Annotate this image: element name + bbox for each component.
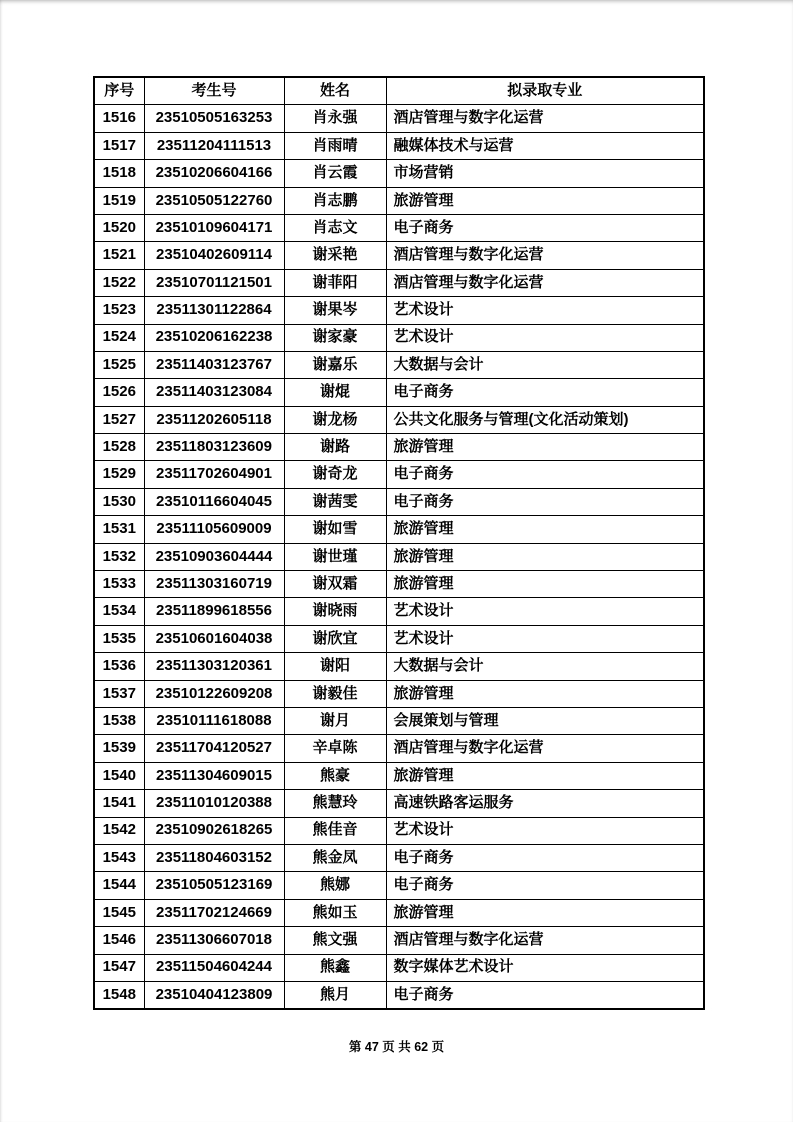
major-cell: 酒店管理与数字化运营 [386,735,704,762]
seq-cell: 1527 [94,406,144,433]
seq-cell: 1548 [94,981,144,1009]
major-cell: 电子商务 [386,844,704,871]
major-cell: 酒店管理与数字化运营 [386,242,704,269]
seq-cell: 1526 [94,379,144,406]
name-cell: 熊如玉 [284,899,386,926]
candidate-no-cell: 23510109604171 [144,214,284,241]
table-row [94,899,704,926]
header-name: 姓名 [284,77,386,105]
name-cell: 熊豪 [284,762,386,789]
major-cell: 大数据与会计 [386,653,704,680]
candidate-no-cell: 23510902618265 [144,817,284,844]
candidate-no-cell: 23510903604444 [144,543,284,570]
seq-cell: 1529 [94,461,144,488]
name-cell: 肖永强 [284,105,386,132]
name-cell: 谢世瑾 [284,543,386,570]
candidate-no-cell: 23511303160719 [144,571,284,598]
candidate-no-cell: 23510402609114 [144,242,284,269]
name-cell: 谢焜 [284,379,386,406]
table-row [94,214,704,241]
candidate-no-cell: 23510206604166 [144,160,284,187]
candidate-no-cell: 23510111618088 [144,707,284,734]
seq-cell: 1533 [94,571,144,598]
name-cell: 谢如雪 [284,516,386,543]
candidate-no-cell: 23511704120527 [144,735,284,762]
name-cell: 谢嘉乐 [284,351,386,378]
seq-cell: 1521 [94,242,144,269]
seq-cell: 1523 [94,297,144,324]
seq-cell: 1532 [94,543,144,570]
name-cell: 谢双霜 [284,571,386,598]
major-cell: 旅游管理 [386,899,704,926]
table-row [94,488,704,515]
table-row [94,844,704,871]
candidate-no-cell: 23511403123767 [144,351,284,378]
major-cell: 旅游管理 [386,680,704,707]
candidate-no-cell: 23511304609015 [144,762,284,789]
major-cell: 高速铁路客运服务 [386,790,704,817]
seq-cell: 1544 [94,872,144,899]
seq-cell: 1534 [94,598,144,625]
table-row [94,735,704,762]
name-cell: 谢阳 [284,653,386,680]
name-cell: 谢欣宜 [284,625,386,652]
major-cell: 旅游管理 [386,571,704,598]
seq-cell: 1543 [94,844,144,871]
name-cell: 熊金凤 [284,844,386,871]
seq-cell: 1541 [94,790,144,817]
table-row [94,105,704,132]
candidate-no-cell: 23510505122760 [144,187,284,214]
seq-cell: 1542 [94,817,144,844]
major-cell: 旅游管理 [386,516,704,543]
seq-cell: 1538 [94,707,144,734]
major-cell: 市场营销 [386,160,704,187]
candidate-no-cell: 23511306607018 [144,927,284,954]
major-cell: 数字媒体艺术设计 [386,954,704,981]
table-row [94,790,704,817]
name-cell: 谢奇龙 [284,461,386,488]
candidate-no-cell: 23511202605118 [144,406,284,433]
table-row [94,132,704,159]
admission-table [93,76,705,1010]
name-cell: 熊娜 [284,872,386,899]
seq-cell: 1517 [94,132,144,159]
major-cell: 电子商务 [386,214,704,241]
name-cell: 谢果岑 [284,297,386,324]
candidate-no-cell: 23511804603152 [144,844,284,871]
major-cell: 融媒体技术与运营 [386,132,704,159]
candidate-no-cell: 23510116604045 [144,488,284,515]
major-cell: 艺术设计 [386,598,704,625]
name-cell: 谢月 [284,707,386,734]
major-cell: 公共文化服务与管理(文化活动策划) [386,406,704,433]
major-cell: 艺术设计 [386,324,704,351]
name-cell: 谢茜雯 [284,488,386,515]
major-cell: 旅游管理 [386,543,704,570]
name-cell: 谢采艳 [284,242,386,269]
table-row [94,571,704,598]
table-row [94,680,704,707]
major-cell: 电子商务 [386,981,704,1009]
candidate-no-cell: 23510601604038 [144,625,284,652]
seq-cell: 1525 [94,351,144,378]
major-cell: 电子商务 [386,461,704,488]
candidate-no-cell: 23510206162238 [144,324,284,351]
name-cell: 谢龙杨 [284,406,386,433]
header-candidate-no: 考生号 [144,77,284,105]
table-row [94,160,704,187]
candidate-no-cell: 23510505163253 [144,105,284,132]
table-row [94,653,704,680]
seq-cell: 1528 [94,434,144,461]
table-row [94,872,704,899]
seq-cell: 1539 [94,735,144,762]
major-cell: 会展策划与管理 [386,707,704,734]
major-cell: 旅游管理 [386,762,704,789]
table-row [94,598,704,625]
name-cell: 熊文强 [284,927,386,954]
candidate-no-cell: 23511303120361 [144,653,284,680]
major-cell: 大数据与会计 [386,351,704,378]
major-cell: 旅游管理 [386,187,704,214]
seq-cell: 1546 [94,927,144,954]
seq-cell: 1522 [94,269,144,296]
candidate-no-cell: 23511702124669 [144,899,284,926]
candidate-no-cell: 23511010120388 [144,790,284,817]
candidate-no-cell: 23511702604901 [144,461,284,488]
name-cell: 谢晓雨 [284,598,386,625]
name-cell: 熊佳音 [284,817,386,844]
candidate-no-cell: 23511301122864 [144,297,284,324]
seq-cell: 1531 [94,516,144,543]
candidate-no-cell: 23510404123809 [144,981,284,1009]
major-cell: 艺术设计 [386,817,704,844]
major-cell: 酒店管理与数字化运营 [386,927,704,954]
seq-cell: 1518 [94,160,144,187]
seq-cell: 1536 [94,653,144,680]
candidate-no-cell: 23510701121501 [144,269,284,296]
major-cell: 艺术设计 [386,297,704,324]
name-cell: 谢路 [284,434,386,461]
major-cell: 电子商务 [386,379,704,406]
table-row [94,297,704,324]
table-row [94,406,704,433]
table-row [94,543,704,570]
header-row [94,77,704,105]
candidate-no-cell: 23510505123169 [144,872,284,899]
candidate-no-cell: 23511899618556 [144,598,284,625]
table-row [94,927,704,954]
candidate-no-cell: 23511105609009 [144,516,284,543]
header-major: 拟录取专业 [386,77,704,105]
name-cell: 谢家豪 [284,324,386,351]
seq-cell: 1535 [94,625,144,652]
table-row [94,242,704,269]
name-cell: 辛卓陈 [284,735,386,762]
table-body [94,105,704,1009]
table-row [94,434,704,461]
major-cell: 酒店管理与数字化运营 [386,105,704,132]
header-seq: 序号 [94,77,144,105]
seq-cell: 1537 [94,680,144,707]
name-cell: 熊鑫 [284,954,386,981]
table-row [94,981,704,1009]
table-row [94,187,704,214]
table-row [94,707,704,734]
table-row [94,379,704,406]
seq-cell: 1545 [94,899,144,926]
name-cell: 肖志文 [284,214,386,241]
page-footer: 第 47 页 共 62 页 [348,1040,445,1054]
table-row [94,954,704,981]
seq-cell: 1519 [94,187,144,214]
name-cell: 肖云霞 [284,160,386,187]
table-row [94,324,704,351]
seq-cell: 1547 [94,954,144,981]
candidate-no-cell: 23511403123084 [144,379,284,406]
table-row [94,351,704,378]
major-cell: 旅游管理 [386,434,704,461]
candidate-no-cell: 23511204111513 [144,132,284,159]
seq-cell: 1516 [94,105,144,132]
name-cell: 谢菲阳 [284,269,386,296]
major-cell: 电子商务 [386,488,704,515]
major-cell: 艺术设计 [386,625,704,652]
table-row [94,817,704,844]
name-cell: 熊月 [284,981,386,1009]
table-row [94,269,704,296]
candidate-no-cell: 23510122609208 [144,680,284,707]
name-cell: 肖雨晴 [284,132,386,159]
table-row [94,461,704,488]
name-cell: 熊慧玲 [284,790,386,817]
table-row [94,762,704,789]
name-cell: 谢毅佳 [284,680,386,707]
name-cell: 肖志鹏 [284,187,386,214]
seq-cell: 1530 [94,488,144,515]
major-cell: 酒店管理与数字化运营 [386,269,704,296]
seq-cell: 1520 [94,214,144,241]
major-cell: 电子商务 [386,872,704,899]
seq-cell: 1524 [94,324,144,351]
table-row [94,625,704,652]
candidate-no-cell: 23511504604244 [144,954,284,981]
seq-cell: 1540 [94,762,144,789]
candidate-no-cell: 23511803123609 [144,434,284,461]
table-row [94,516,704,543]
